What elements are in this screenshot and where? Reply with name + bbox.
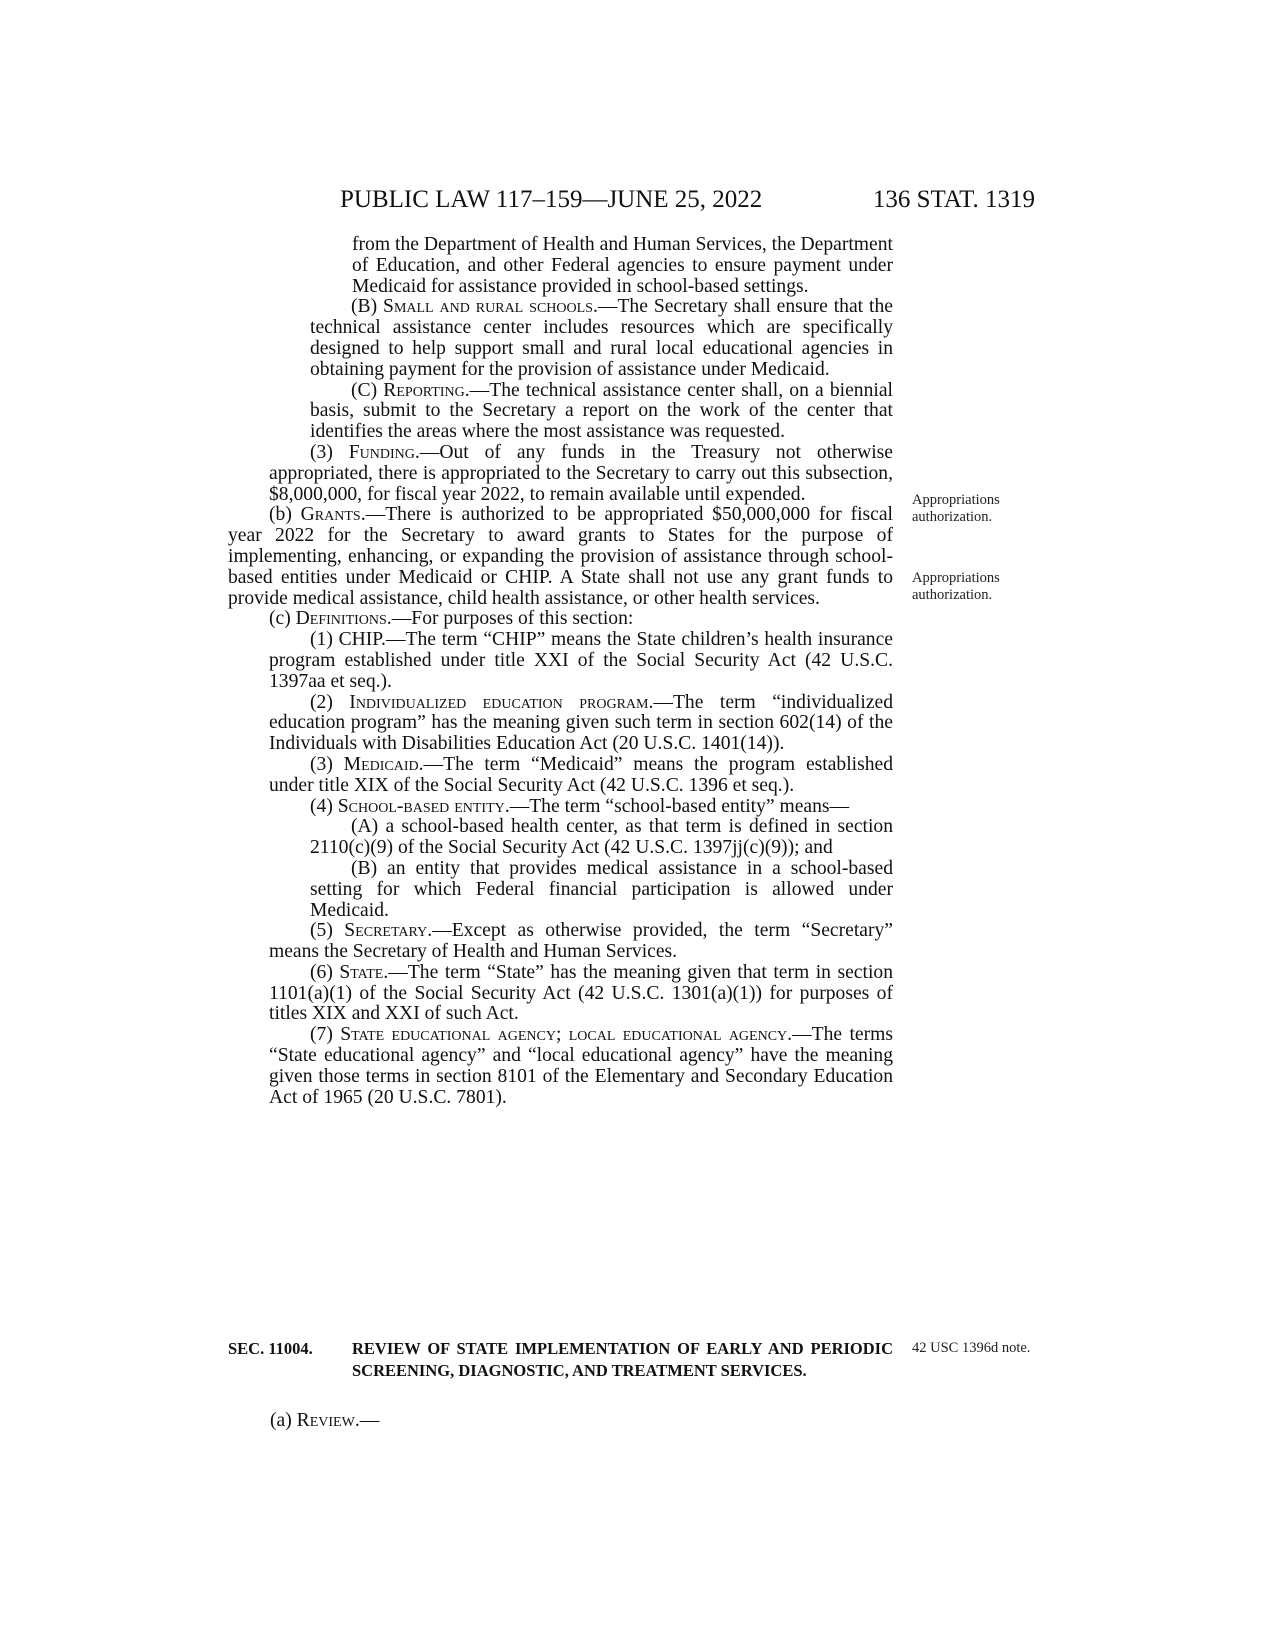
definition-medicaid: (3) Medicaid.—The term “Medicaid” means the program established under title XIX of the Social Security Act (42 U.S.C. 1396 et seq.). (269, 753, 894, 796)
paragraph-funding: (3) Funding.—Out of any funds in the Treasury not otherwise appropriated, there is appropriated to the Secretary to carry out this subsection, $8,000,000, for fiscal year 2022, to remain available until expended. (269, 441, 893, 505)
paragraph-continuation: from the Department of Health and Human Services, the Department of Education, and other Federal agencies to ensure payment under Medicaid for assistance provided in school-based settings. (352, 234, 893, 297)
paragraph-review: (a) Review.— (270, 1410, 380, 1431)
section-title: REVIEW OF STATE IMPLEMENTATION OF EARLY AND PERIODIC SCREENING, DIAGNOSTIC, AND TREATMENT SERVICES. (352, 1339, 893, 1380)
definition-secretary: (5) Secretary.—Except as otherwise provided, the term “Secretary” means the Secretary of Health and Human Services. (269, 920, 894, 963)
document-body (228, 235, 893, 1108)
definition-state: (6) State.—The term “State” has the meaning given that term in section 1101(a)(1) of the Social Security Act (42 U.S.C. 1301(a)(1)) for purposes of titles XIX and XXI of such Act. (269, 961, 893, 1025)
definition-iep: (2) Individualized education program.—The term “individualized education program” has the meaning given such term in section 602(14) of the Individuals with Disabilities Education Act (20 U.S.C. 1401(14)). (269, 691, 894, 755)
paragraph-small-rural-schools: (B) Small and rural schools.—The Secretary shall ensure that the technical assistance center includes resources which are specifically designed to help support small and rural local educational agencies in obtaining payment for the provision of assistance under Medicaid. (310, 296, 893, 380)
definition-educational-agency: (7) State educational agency; local educational agency.—The terms “State educational agency” and “local educational agency” have the meaning given those terms in section 8101 of the Elementary and Secondary Education Act of 1965 (20 U.S.C. 7801). (269, 1024, 893, 1108)
definition-school-based-entity: (4) School-based entity.—The term “school-based entity” means— (310, 795, 850, 817)
paragraph-grants: (b) Grants.—There is authorized to be appropriated $50,000,000 for fiscal year 2022 for the Secretary to award grants to States for the purpose of implementing, enhancing, or expanding the provision of assistance through school-based entities under Medicaid or CHIP. A State shall not use any grant funds to provide medical assistance, child health assistance, or other health services. (228, 504, 894, 609)
definition-subitem-b: (B) an entity that provides medical assistance in a school-based setting for which Federal financial participation is allowed under Medicaid. (310, 857, 893, 921)
paragraph-reporting: (C) Reporting.—The technical assistance center shall, on a biennial basis, submit to the Secretary a report on the work of the center that identifies the areas where the most assistance was requested. (310, 379, 893, 443)
law-title: PUBLIC LAW 117–159—JUNE 25, 2022 (340, 186, 763, 213)
margin-note-usc: 42 USC 1396d note. (912, 1340, 1031, 1356)
margin-note-appropriations-1: Appropriations authorization. (912, 492, 1000, 525)
paragraph-definitions: (c) Definitions.—For purposes of this section: (269, 608, 634, 630)
margin-note-appropriations-2: Appropriations authorization. (912, 570, 1000, 603)
definition-chip: (1) CHIP.—The term “CHIP” means the State children’s health insurance program established under title XXI of the Social Security Act (42 U.S.C. 1397aa et seq.). (269, 629, 893, 692)
section-heading (228, 1338, 893, 1381)
page-header (340, 180, 1035, 220)
definition-subitem-a: (A) a school-based health center, as that term is defined in section 2110(c)(9) of the Social Security Act (42 U.S.C. 1397jj(c)(9)); and (310, 816, 893, 859)
section-number: SEC. 11004. (228, 1339, 313, 1358)
stat-reference: 136 STAT. 1319 (872, 186, 1035, 213)
